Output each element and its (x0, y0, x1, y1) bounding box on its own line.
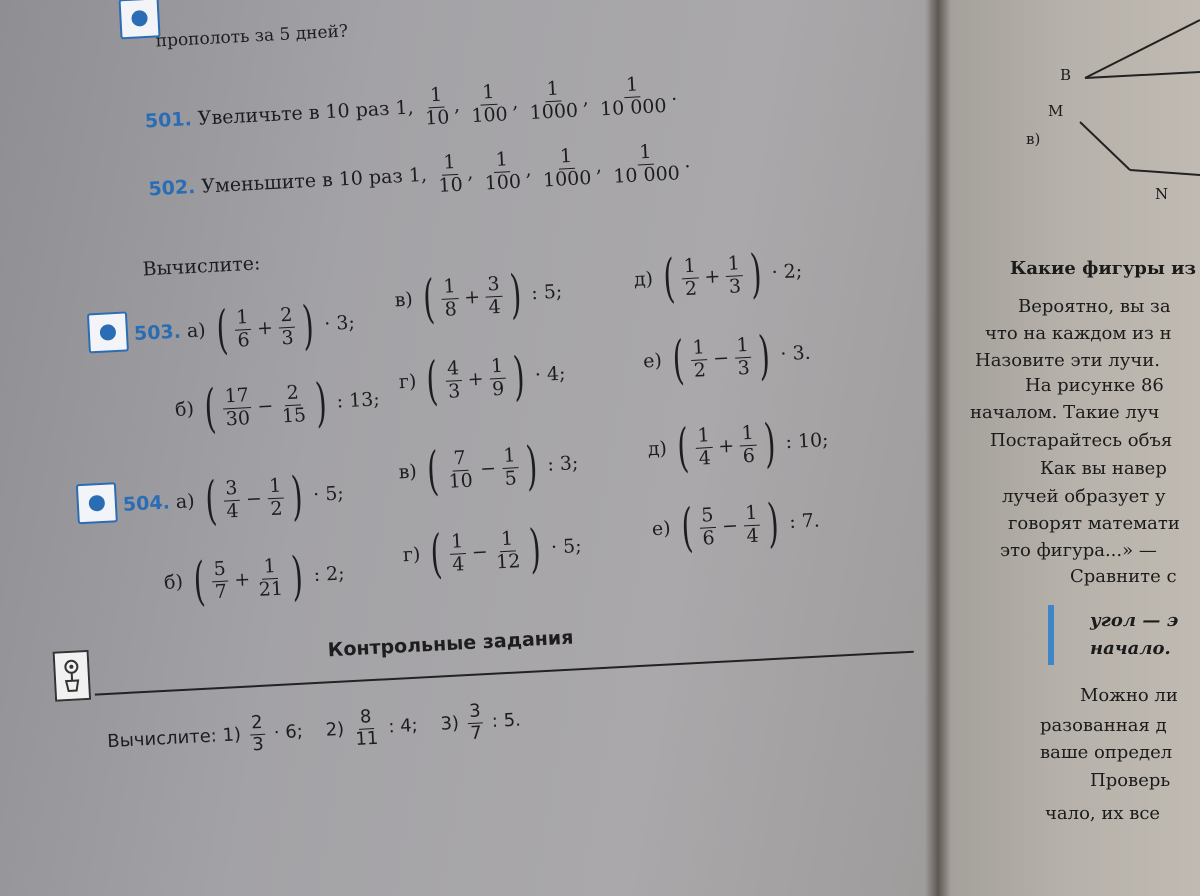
task-number: 504. (122, 491, 171, 516)
fraction: $\frac{1}{10}$ (437, 151, 464, 197)
right-line: Можно ли (1080, 685, 1178, 706)
right-line: это фигура...» — (1000, 540, 1157, 561)
right-line: говорят математи (1008, 513, 1180, 534)
task-501: 501. Увеличьте в 10 раз 1, $\frac{1}{10}$ , $\frac{1}{100}$ , $\frac{1}{1000}$ , $\frac{1}{10 000}$ . (144, 73, 678, 133)
fraction: $\frac{1}{1000}$ (542, 144, 592, 192)
fig-label-b: B (1060, 66, 1072, 84)
right-line: начало. (1090, 638, 1171, 659)
right-line: началом. Такие луч (970, 402, 1160, 423)
right-line: ваше определ (1040, 742, 1173, 763)
right-line: чало, их все (1045, 803, 1161, 824)
task-number: 503. (133, 320, 182, 346)
right-line: Вероятно, вы за (1018, 296, 1171, 317)
task-503-e: е) ( $\frac{1}{2}$ − $\frac{1}{3}$ ) · 3. (642, 325, 812, 391)
task-icon (87, 311, 129, 353)
right-line: угол — э (1090, 610, 1179, 631)
control-line: Вычислите: 1) $\frac{2}{3}$ · 6; 2) $\frac{8}{11}$ : 4; 3) $\frac{3}{7}$ : 5. (106, 700, 522, 756)
task-number: 501. (144, 108, 193, 133)
control-title: Контрольные задания (327, 626, 574, 662)
task-503-g: г) ( $\frac{4}{3}$ + $\frac{1}{9}$ ) · 4; (398, 346, 567, 412)
section-rule (95, 651, 914, 696)
task-number: 502. (147, 176, 196, 201)
right-line: Какие фигуры из (1010, 258, 1196, 279)
task-text: Увеличьте в 10 раз 1, (197, 96, 415, 130)
task-504-b: б) ( $\frac{5}{7}$ + $\frac{1}{21}$ ) : 2; (163, 546, 346, 613)
fraction: $\frac{1}{10 000}$ (599, 73, 668, 121)
task-504-e: е) ( $\frac{5}{6}$ − $\frac{1}{4}$ ) : 7. (651, 493, 821, 559)
fraction: $\frac{1}{10}$ (424, 83, 450, 130)
right-line: На рисунке 86 (1025, 375, 1164, 396)
task-504-g: г) ( $\frac{1}{4}$ − $\frac{1}{12}$ ) · 5; (402, 519, 583, 585)
partial-line: прополоть за 5 дней? (155, 21, 349, 52)
right-line: Назовите эти лучи. (975, 350, 1160, 371)
task-503-a: 503. а) ( $\frac{1}{6}$ + $\frac{2}{3}$ ) · 3; (133, 295, 356, 361)
fig-label-v: в) (1026, 130, 1041, 148)
fraction: $\frac{1}{10 000}$ (612, 140, 681, 188)
right-page (930, 0, 1200, 896)
book-gutter (925, 0, 951, 896)
task-502: 502. Уменьшите в 10 раз 1, $\frac{1}{10}$ , $\frac{1}{100}$ , $\frac{1}{1000}$ , $\frac{1}{10 000}$ . (147, 140, 691, 201)
right-line: Проверь (1090, 770, 1171, 791)
right-line: Как вы навер (1040, 458, 1167, 479)
right-line: Постарайтесь объя (990, 430, 1173, 451)
task-504-v: в) ( $\frac{7}{10}$ − $\frac{1}{5}$ ) : 3; (398, 436, 579, 502)
note-bar (1048, 605, 1054, 665)
task-504-a: 504. а) ( $\frac{3}{4}$ − $\frac{1}{2}$ ) · 5; (122, 466, 345, 532)
flower-icon (53, 650, 92, 702)
right-line: лучей образует у (1002, 486, 1166, 507)
fraction: $\frac{1}{1000}$ (529, 77, 579, 124)
task-503-v: в) ( $\frac{1}{8}$ + $\frac{3}{4}$ ) : 5; (394, 264, 563, 330)
fraction: $\frac{1}{100}$ (484, 148, 522, 195)
fraction: $\frac{1}{100}$ (470, 80, 509, 127)
right-line: разованная д (1040, 715, 1167, 736)
task-503-d: д) ( $\frac{1}{2}$ + $\frac{1}{3}$ ) · 2; (633, 244, 803, 310)
compute-heading: Вычислите: (142, 252, 261, 281)
task-icon (76, 482, 118, 524)
task-icon (119, 0, 161, 39)
right-line: что на каждом из н (985, 323, 1172, 344)
right-line: Сравните с (1070, 566, 1177, 587)
task-503-b: б) ( $\frac{17}{30}$ − $\frac{2}{15}$ ) : 13; (174, 373, 381, 440)
task-504-d: д) ( $\frac{1}{4}$ + $\frac{1}{6}$ ) : 10; (647, 413, 830, 479)
task-text: Уменьшите в 10 раз 1, (200, 163, 428, 198)
fig-label-n: N (1155, 185, 1169, 203)
fig-label-m: M (1048, 102, 1064, 120)
